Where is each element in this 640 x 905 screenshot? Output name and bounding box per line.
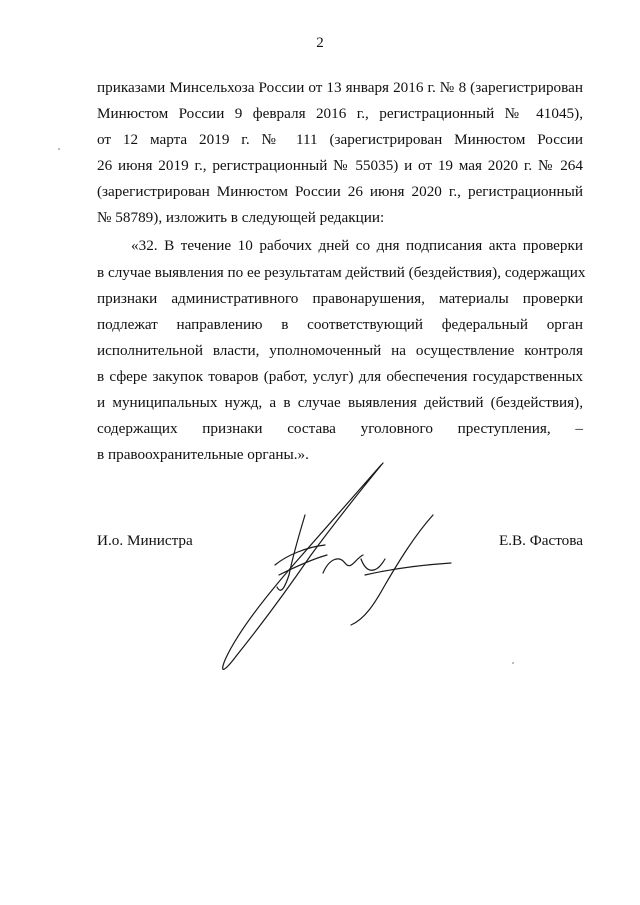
text-line: № 58789), изложить в следующей редакции: xyxy=(97,209,385,226)
scan-speck xyxy=(58,148,60,150)
text-line: (зарегистрирован Минюстом России 26 июня 2020 г., регистрационный xyxy=(97,183,583,200)
signatory-position: И.о. Министра xyxy=(97,532,193,549)
text-line: в сфере закупок товаров (работ, услуг) для обеспечения государственных xyxy=(97,368,583,385)
text-line: в правоохранительные органы.». xyxy=(97,446,309,463)
text-line: и муниципальных нужд, а в случае выявления действий (бездействия), xyxy=(97,394,583,411)
text-line: от 12 марта 2019 г. № 111 (зарегистрирован Минюстом России xyxy=(97,131,583,148)
text-line: подлежат направлению в соответствующий федеральный орган xyxy=(97,316,583,333)
text-line: приказами Минсельхоза России от 13 января 2016 г. № 8 (зарегистрирован xyxy=(97,79,583,96)
text-line: в случае выявления по ее результатам действий (бездействия), содержащих xyxy=(97,264,586,281)
text-line: признаки административного правонарушения, материалы проверки xyxy=(97,290,583,307)
text-line: 26 июня 2019 г., регистрационный № 55035) и от 19 мая 2020 г. № 264 xyxy=(97,157,583,174)
scan-speck xyxy=(512,662,514,664)
handwritten-signature xyxy=(215,455,455,680)
text-line: исполнительной власти, уполномоченный на осуществление контроля xyxy=(97,342,583,359)
text-line: содержащих признаки состава уголовного преступления, – xyxy=(97,420,583,437)
text-line: «32. В течение 10 рабочих дней со дня подписания акта проверки xyxy=(131,237,583,254)
page-number: 2 xyxy=(316,35,324,51)
signatory-name: Е.В. Фастова xyxy=(498,532,583,549)
text-line: Минюстом России 9 февраля 2016 г., регистрационный № 41045), xyxy=(97,105,583,122)
